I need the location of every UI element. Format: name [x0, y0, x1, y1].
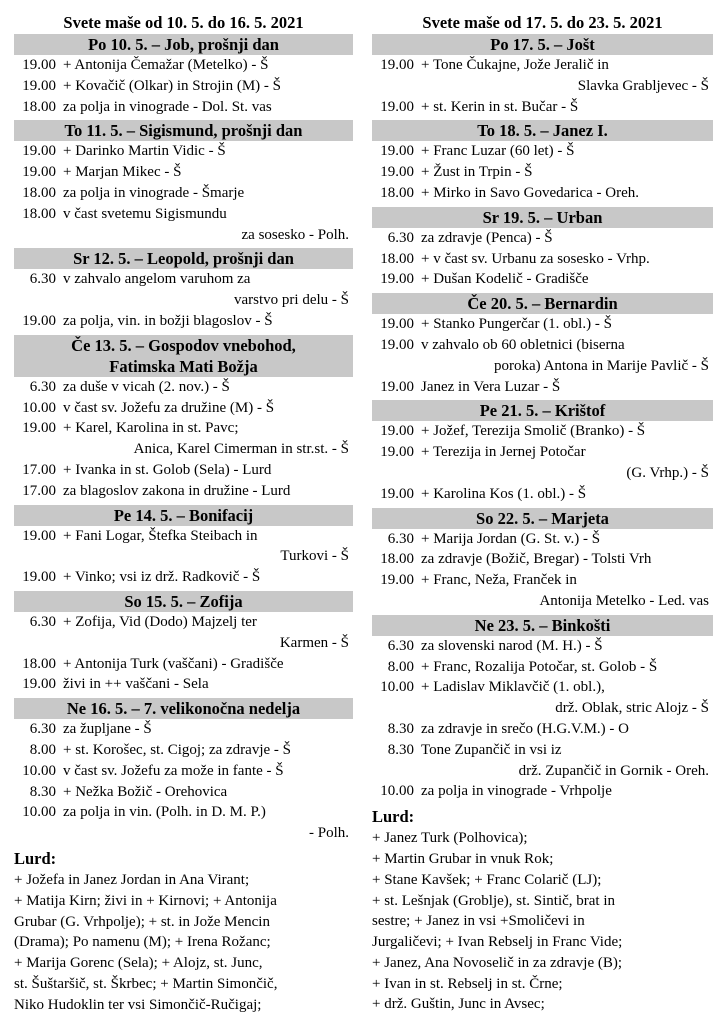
mass-entry-line [14, 269, 353, 290]
mass-entry [372, 228, 713, 249]
mass-entry-line [372, 162, 713, 183]
mass-entry [14, 526, 353, 568]
mass-entry [14, 761, 353, 782]
mass-entry [372, 636, 713, 657]
mass-entry [14, 612, 353, 654]
mass-intention: + Stanko Pungerčar (1. obl.) - Š [421, 316, 612, 333]
mass-time: 18.00 [380, 250, 414, 267]
mass-entry-line [372, 269, 713, 290]
mass-intention: + Fani Logar, Štefka Steibach in [63, 527, 258, 544]
lurd-heading: Lurd: [372, 807, 415, 827]
mass-entry-line [14, 141, 353, 162]
mass-entry-line [372, 719, 713, 740]
mass-entry [372, 183, 713, 204]
mass-intention-continued: - Polh. [308, 825, 349, 842]
mass-entry-line [14, 612, 353, 633]
mass-entry-line [14, 377, 353, 398]
mass-entry-line [14, 162, 353, 183]
day-header: Če 13. 5. – Gospodov vnebohod, [14, 335, 353, 356]
mass-intention: za župljane - Š [63, 721, 152, 738]
mass-intention: za polja in vinograde - Dol. St. vas [63, 98, 272, 115]
mass-entry [14, 740, 353, 761]
mass-time: 19.00 [22, 312, 56, 329]
mass-entry [372, 719, 713, 740]
mass-entry [14, 204, 353, 246]
lurd-heading: Lurd: [14, 848, 57, 868]
day-block [14, 120, 353, 245]
mass-intention: Tone Zupančič in vsi iz [421, 741, 562, 758]
mass-entry [372, 740, 713, 782]
mass-time: 19.00 [380, 423, 414, 440]
mass-time: 6.30 [387, 530, 414, 547]
day-header: Po 10. 5. – Job, prošnji dan [14, 34, 353, 55]
mass-intention: + Karel, Karolina in st. Pavc; [63, 420, 239, 437]
mass-intention: + Ivanka in st. Golob (Sela) - Lurd [63, 461, 272, 478]
lurd-note-line: + Ivan in st. Rebselj in st. Črne; [372, 975, 563, 992]
mass-time: 10.00 [380, 679, 414, 696]
mass-entry-line [372, 141, 713, 162]
mass-time: 6.30 [29, 613, 56, 630]
day-block [372, 293, 713, 397]
mass-intention: Janez in Vera Luzar - Š [421, 378, 561, 395]
mass-entry [14, 141, 353, 162]
mass-intention: + Mirko in Savo Govedarica - Oreh. [421, 184, 639, 201]
lurd-notes [372, 806, 713, 1015]
day-block [372, 400, 713, 504]
day-header: Ne 23. 5. – Binkošti [372, 615, 713, 636]
mass-intention: v čast sv. Jožefu za družine (M) - Š [63, 399, 275, 416]
mass-entry-line [372, 183, 713, 204]
mass-entry [14, 782, 353, 803]
mass-time: 17.00 [22, 461, 56, 478]
mass-intention-continued: poroka) Antona in Marije Pavlič - Š [494, 357, 709, 374]
mass-time: 8.30 [29, 783, 56, 800]
mass-intention: živi in ++ vaščani - Sela [63, 676, 209, 693]
mass-entry-line [372, 421, 713, 442]
mass-time: 19.00 [22, 57, 56, 73]
mass-entry-line [14, 782, 353, 803]
mass-intention: v čast sv. Jožefu za može in fante - Š [63, 762, 284, 779]
mass-time: 18.00 [22, 655, 56, 672]
mass-entry-line [372, 228, 713, 249]
mass-intention: v zahvalo angelom varuhom za [63, 271, 251, 288]
lurd-notes [14, 848, 353, 1016]
mass-intention: + Dušan Kodelič - Gradišče [421, 271, 589, 288]
mass-entry-line [14, 183, 353, 204]
mass-time: 6.30 [29, 378, 56, 395]
day-block [14, 335, 353, 502]
mass-intention: + Ladislav Miklavčič (1. obl.), [421, 679, 605, 696]
mass-intention: + Zofija, Vid (Dodo) Majzelj ter [63, 613, 257, 630]
day-header: So 22. 5. – Marjeta [372, 508, 713, 529]
mass-time: 19.00 [22, 569, 56, 586]
day-header: Sr 12. 5. – Leopold, prošnji dan [14, 248, 353, 269]
day-header: To 18. 5. – Janez I. [372, 120, 713, 141]
mass-entry [372, 484, 713, 505]
mass-time: 19.00 [22, 676, 56, 693]
mass-entry-line [14, 740, 353, 761]
mass-entry [14, 719, 353, 740]
schedule-column-right [372, 11, 713, 1015]
mass-entry-line [14, 97, 353, 118]
mass-intention: + st. Kerin in st. Bučar - Š [421, 98, 579, 115]
lurd-note-line: + Stane Kavšek; + Franc Colarič (LJ); [372, 871, 602, 888]
mass-time: 19.00 [380, 143, 414, 160]
mass-time: 18.00 [22, 184, 56, 201]
day-header: Sr 19. 5. – Urban [372, 207, 713, 228]
mass-entry-line [14, 802, 353, 823]
mass-time: 17.00 [22, 482, 56, 499]
mass-time: 18.00 [22, 205, 56, 222]
mass-time: 19.00 [380, 98, 414, 115]
mass-intention: + v čast sv. Urbanu za sosesko - Vrhp. [421, 250, 650, 267]
mass-intention: za zdravje (Penca) - Š [421, 229, 553, 246]
mass-intention-continued: drž. Oblak, stric Alojz - Š [555, 700, 709, 717]
mass-entry [372, 549, 713, 570]
mass-intention: + Kovačič (Olkar) in Strojin (M) - Š [63, 77, 281, 94]
mass-intention-continued: varstvo pri delu - Š [234, 292, 349, 309]
mass-intention: + Antonija Čemažar (Metelko) - Š [63, 57, 269, 73]
mass-entry [372, 657, 713, 678]
mass-time: 8.30 [387, 741, 414, 758]
mass-entry [14, 418, 353, 460]
day-block [372, 615, 713, 802]
mass-entry-line [14, 654, 353, 675]
day-header: Pe 21. 5. – Krištof [372, 400, 713, 421]
mass-time: 18.00 [22, 98, 56, 115]
mass-time: 19.00 [22, 420, 56, 437]
mass-entry [14, 76, 353, 97]
mass-entry-line [14, 761, 353, 782]
lurd-note-line: Niko Hudoklin ter vsi Simončič-Ručigaj; [14, 996, 262, 1013]
mass-entry [372, 529, 713, 550]
schedule-column-left [14, 11, 353, 1015]
mass-entry-line [14, 55, 353, 76]
mass-intention: za blagoslov zakona in družine - Lurd [63, 482, 291, 499]
mass-time: 19.00 [380, 164, 414, 181]
mass-entry [14, 311, 353, 332]
mass-entry-line [14, 526, 353, 547]
column-title: Svete maše od 10. 5. do 16. 5. 2021 [63, 13, 304, 32]
mass-time: 19.00 [22, 143, 56, 160]
mass-intention-continued: Turkovi - Š [280, 548, 349, 565]
mass-intention: v zahvalo ob 60 obletnici (biserna [421, 336, 625, 353]
mass-entry [372, 570, 713, 612]
mass-time: 10.00 [22, 399, 56, 416]
lurd-note-line: + drž. Guštin, Junc in Avsec; [372, 996, 545, 1013]
mass-entry-line [14, 398, 353, 419]
mass-entry-line [14, 460, 353, 481]
day-header: Ne 16. 5. – 7. velikonočna nedelja [14, 698, 353, 719]
mass-intention: + Franc, Neža, Franček in [421, 572, 577, 589]
mass-intention: za polja in vinograde - Šmarje [63, 184, 245, 201]
mass-intention: za duše v vicah (2. nov.) - Š [63, 378, 230, 395]
day-block [372, 508, 713, 612]
mass-entry-line [14, 418, 353, 439]
mass-entry [14, 162, 353, 183]
mass-entry [14, 183, 353, 204]
mass-time: 19.00 [380, 572, 414, 589]
mass-entry-line [14, 204, 353, 225]
mass-entry [14, 674, 353, 695]
mass-time: 8.00 [29, 741, 56, 758]
column-title: Svete maše od 17. 5. do 23. 5. 2021 [422, 13, 663, 32]
mass-intention: za polja in vin. (Polh. in D. M. P.) [63, 804, 266, 821]
mass-time: 19.00 [380, 378, 414, 395]
mass-time: 10.00 [22, 762, 56, 779]
mass-entry [372, 377, 713, 398]
mass-entry-line [14, 567, 353, 588]
lurd-note-line: sestre; + Janez in vsi +Smoličevi in [372, 913, 585, 930]
mass-intention: + st. Korošec, st. Cigoj; za zdravje - Š [63, 741, 291, 758]
mass-time: 6.30 [387, 637, 414, 654]
mass-time: 6.30 [29, 721, 56, 738]
mass-time: 10.00 [22, 804, 56, 821]
day-block [14, 505, 353, 588]
day-block [14, 34, 353, 117]
lurd-note-line: Jurgaličevi; + Ivan Rebselj in Franc Vide; [372, 934, 623, 951]
mass-intention: + Antonija Turk (vaščani) - Gradišče [63, 655, 284, 672]
mass-entry [372, 55, 713, 97]
mass-time: 8.00 [387, 658, 414, 675]
lurd-note-line: st. Šuštaršič, st. Škrbec; + Martin Simončič, [14, 975, 278, 992]
lurd-note-line: + Marija Gorenc (Sela); + Alojz, st. Junc, [14, 955, 263, 972]
mass-intention-continued: Slavka Grabljevec - Š [577, 77, 709, 94]
mass-intention: + Jožef, Terezija Smolič (Branko) - Š [421, 423, 646, 440]
mass-time: 6.30 [387, 229, 414, 246]
mass-entry [14, 55, 353, 76]
mass-entry [14, 654, 353, 675]
lurd-note-line: + Martin Grubar in vnuk Rok; [372, 850, 554, 867]
mass-intention-continued: Anica, Karel Cimerman in str.st. - Š [133, 441, 349, 458]
mass-time: 19.00 [380, 271, 414, 288]
mass-intention-continued: drž. Zupančič in Gornik - Oreh. [518, 762, 709, 779]
mass-entry-line [372, 549, 713, 570]
mass-entry-line [14, 719, 353, 740]
mass-time: 19.00 [380, 485, 414, 502]
mass-entry [372, 162, 713, 183]
mass-entry [372, 97, 713, 118]
lurd-note-line: + Janez Turk (Polhovica); [372, 830, 528, 847]
mass-time: 19.00 [22, 164, 56, 181]
day-block [372, 120, 713, 203]
mass-entry-line [14, 311, 353, 332]
day-block [372, 207, 713, 290]
mass-entry [372, 442, 713, 484]
lurd-note-line: + st. Lešnjak (Groblje), st. Sintič, brat in [372, 892, 616, 909]
mass-time: 19.00 [380, 336, 414, 353]
lurd-note-line: + Janez, Ana Novoselič in za zdravje (B); [372, 954, 623, 971]
mass-intention: + Terezija in Jernej Potočar [421, 444, 586, 461]
mass-entry [14, 398, 353, 419]
day-header: Po 17. 5. – Jošt [372, 34, 713, 55]
mass-intention: + Žust in Trpin - Š [421, 164, 533, 181]
mass-time: 19.00 [380, 316, 414, 333]
mass-entry [372, 335, 713, 377]
day-header: Pe 14. 5. – Bonifacij [14, 505, 353, 526]
mass-entry [14, 460, 353, 481]
mass-entry [372, 781, 713, 802]
day-block [372, 34, 713, 117]
mass-entry [372, 314, 713, 335]
lurd-note-line: + Matija Kirn; živi in + Kirnovi; + Antonija [14, 892, 277, 909]
mass-entry [372, 249, 713, 270]
mass-time: 18.00 [380, 184, 414, 201]
mass-entry-line [372, 442, 713, 463]
mass-intention: + Marija Jordan (G. St. v.) - Š [421, 530, 601, 547]
day-block [14, 698, 353, 844]
mass-entry-line [372, 314, 713, 335]
mass-entry [372, 269, 713, 290]
lurd-note-line: + Jožefa in Janez Jordan in Ana Virant; [14, 871, 250, 888]
day-header: Če 20. 5. – Bernardin [372, 293, 713, 314]
mass-time: 19.00 [380, 444, 414, 461]
mass-intention: za zdravje in srečo (H.G.V.M.) - O [421, 720, 629, 737]
mass-time: 19.00 [22, 77, 56, 94]
mass-entry [372, 141, 713, 162]
mass-time: 10.00 [380, 783, 414, 800]
day-block [14, 248, 353, 331]
day-header: So 15. 5. – Zofija [14, 591, 353, 612]
mass-intention: + Vinko; vsi iz drž. Radkovič - Š [63, 569, 261, 586]
mass-time: 8.30 [387, 720, 414, 737]
mass-entry-line [372, 377, 713, 398]
mass-time: 18.00 [380, 551, 414, 568]
lurd-note-line: (Drama); Po namenu (M); + Irena Rožanc; [14, 934, 271, 951]
mass-intention: + Nežka Božič - Orehovica [63, 783, 228, 800]
mass-entry [14, 269, 353, 311]
mass-entry [14, 802, 353, 844]
mass-intention-continued: Karmen - Š [279, 634, 349, 651]
mass-entry-line [372, 781, 713, 802]
day-block [14, 591, 353, 695]
mass-intention: v čast svetemu Sigismundu [63, 205, 227, 222]
mass-entry-line [14, 76, 353, 97]
mass-intention-continued: (G. Vrhp.) - Š [626, 464, 709, 481]
mass-intention-continued: Antonija Metelko - Led. vas [539, 592, 709, 609]
mass-intention: + Darinko Martin Vidic - Š [63, 143, 226, 160]
mass-entry-line [14, 674, 353, 695]
mass-entry-line [372, 570, 713, 591]
mass-entry [14, 377, 353, 398]
mass-time: 6.30 [29, 271, 56, 288]
mass-entry-line [372, 484, 713, 505]
day-header: To 11. 5. – Sigismund, prošnji dan [14, 120, 353, 141]
mass-intention: za polja in vinograde - Vrhpolje [421, 783, 612, 800]
mass-time: 19.00 [22, 527, 56, 544]
mass-entry-line [372, 335, 713, 356]
mass-entry-line [372, 249, 713, 270]
mass-intention: za polja, vin. in božji blagoslov - Š [63, 312, 273, 329]
mass-time: 19.00 [380, 57, 414, 73]
mass-entry [372, 421, 713, 442]
mass-entry-line [372, 55, 713, 76]
day-header-subtitle: Fatimska Mati Božja [14, 356, 353, 377]
mass-entry [372, 677, 713, 719]
mass-entry-line [372, 529, 713, 550]
mass-entry [14, 97, 353, 118]
mass-entry [14, 567, 353, 588]
mass-intention: za slovenski narod (M. H.) - Š [421, 637, 603, 654]
mass-intention: + Karolina Kos (1. obl.) - Š [421, 485, 587, 502]
mass-intention: + Franc, Rozalija Potočar, st. Golob - Š [421, 658, 658, 675]
mass-intention: + Franc Luzar (60 let) - Š [421, 143, 575, 160]
mass-entry-line [372, 740, 713, 761]
mass-intention: za zdravje (Božič, Bregar) - Tolsti Vrh [421, 551, 652, 568]
mass-entry-line [372, 657, 713, 678]
mass-entry-line [14, 481, 353, 502]
mass-intention-continued: za sosesko - Polh. [241, 226, 349, 243]
mass-entry-line [372, 677, 713, 698]
mass-intention: + Tone Čukajne, Jože Jeralič in [421, 57, 609, 73]
mass-entry [14, 481, 353, 502]
mass-intention: + Marjan Mikec - Š [63, 164, 182, 181]
lurd-note-line: Grubar (G. Vrhpolje); + st. in Jože Mencin [14, 913, 270, 930]
mass-entry-line [372, 636, 713, 657]
mass-entry-line [372, 97, 713, 118]
